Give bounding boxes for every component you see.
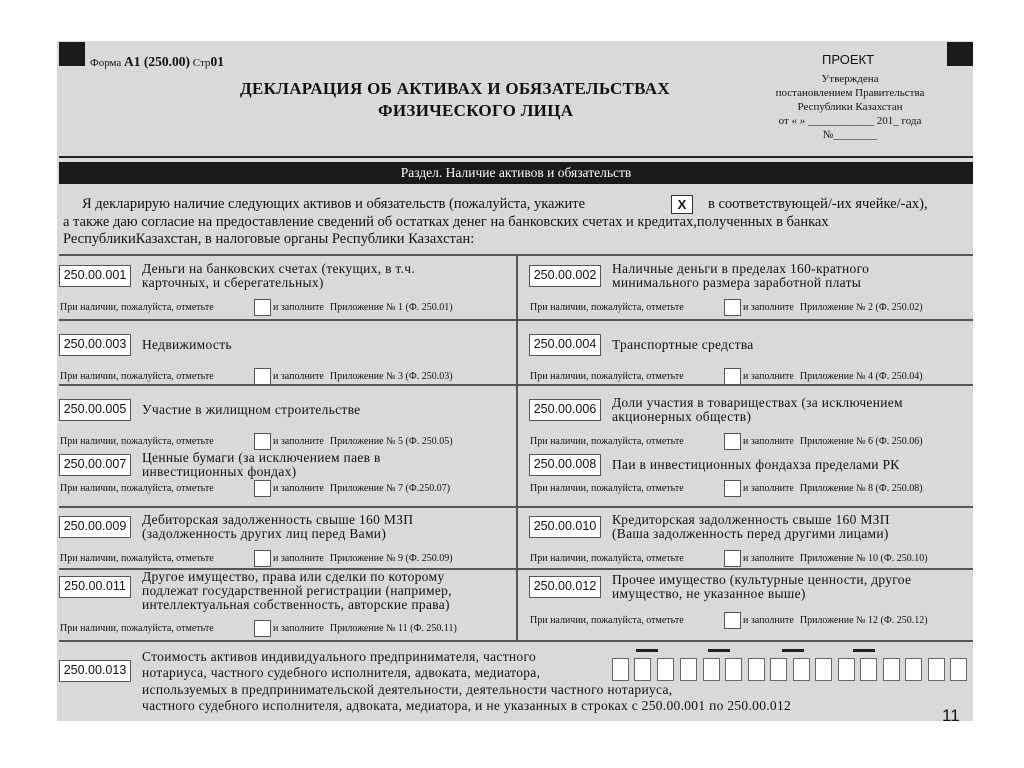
item-note-fill-label: и заполните [273, 553, 324, 564]
item-note-fill-label: и заполните [743, 615, 794, 626]
item-code-008: 250.00.008 [529, 454, 601, 476]
item-appendix-ref: Приложение № 8 (Ф. 250.08) [799, 483, 923, 494]
doc-title-line2: ФИЗИЧЕСКОГО ЛИЦА [378, 101, 574, 120]
item-label-001-line2: карточных, и сберегательных) [142, 275, 324, 290]
item-checkbox-004[interactable] [724, 368, 741, 385]
value-digit-box[interactable] [905, 658, 922, 681]
item-note-fill-label: и заполните [743, 553, 794, 564]
item-label-011-line2: подлежат государственной регистрации (например, [142, 583, 452, 598]
item13-label-line1: Стоимость активов индивидуального предпринимателя, частного [142, 649, 537, 664]
form-prefix: Форма [90, 57, 122, 69]
item13-label-line2: нотариуса, частного судебного исполнителя, адвоката, медиатора, [142, 665, 541, 680]
item-label-003-line1: Недвижимость [142, 337, 232, 352]
item-code-011: 250.00.011 [59, 576, 131, 598]
value-digit-box[interactable] [657, 658, 674, 681]
item-appendix-ref: Приложение № 7 (Ф.250.07) [329, 483, 451, 494]
item-appendix-ref: Приложение № 9 (Ф. 250.09) [329, 553, 453, 564]
item-note-fill-009 [273, 553, 453, 564]
item-appendix-ref: Приложение № 5 (Ф. 250.05) [329, 436, 453, 447]
digit-group-separator [636, 649, 658, 652]
item-code-006: 250.00.006 [529, 399, 601, 421]
item-note-fill-004 [743, 371, 923, 382]
item-checkbox-005[interactable] [254, 433, 271, 450]
item-checkbox-006[interactable] [724, 433, 741, 450]
item-label-004-line1: Транспортные средства [612, 337, 754, 352]
value-digit-box[interactable] [793, 658, 810, 681]
intro-mark-box [671, 195, 693, 214]
intro-line3: РеспубликиКазахстан, в налоговые органы Республики Казахстан: [63, 231, 475, 247]
item-checkbox-002[interactable] [724, 299, 741, 316]
page-num: 01 [210, 54, 224, 69]
item-note-prefix-007: При наличии, пожалуйста, отметьте [60, 483, 214, 494]
value-digit-box[interactable] [634, 658, 651, 681]
item-note-prefix-006: При наличии, пожалуйста, отметьте [530, 436, 684, 447]
item-label-008-line1: Паи в инвестиционных фондахза пределами РК [612, 457, 900, 472]
item-checkbox-001[interactable] [254, 299, 271, 316]
item-note-fill-label: и заполните [743, 371, 794, 382]
item-code-010: 250.00.010 [529, 516, 601, 538]
item-code-003: 250.00.003 [59, 334, 131, 356]
item-code-013: 250.00.013 [59, 660, 131, 682]
item-label-007-line2: инвестиционных фондах) [142, 464, 297, 479]
column-divider [516, 256, 518, 640]
item-appendix-ref: Приложение № 11 (Ф. 250.11) [329, 623, 457, 634]
item-checkbox-003[interactable] [254, 368, 271, 385]
item-label-010-line2: (Ваша задолженность перед другими лицами) [612, 526, 889, 541]
value-digit-box[interactable] [928, 658, 945, 681]
item-checkbox-009[interactable] [254, 550, 271, 567]
value-digit-box[interactable] [703, 658, 720, 681]
item-note-prefix-012: При наличии, пожалуйста, отметьте [530, 615, 684, 626]
item-appendix-ref: Приложение № 2 (Ф. 250.02) [799, 302, 923, 313]
item-code-002: 250.00.002 [529, 265, 601, 287]
approval-line2: постановлением Правительства [775, 87, 925, 99]
approval-line5: №________ [822, 129, 878, 141]
digit-group-separator [853, 649, 875, 652]
item-note-fill-006 [743, 436, 923, 447]
form-code-line [90, 54, 224, 70]
item-note-fill-007 [273, 483, 450, 494]
item-label-011-line1: Другое имущество, права или сделки по которому [142, 569, 445, 584]
approval-block [745, 72, 955, 142]
item-note-fill-008 [743, 483, 923, 494]
item-note-prefix-009: При наличии, пожалуйста, отметьте [60, 553, 214, 564]
value-digit-box[interactable] [815, 658, 832, 681]
value-digit-box[interactable] [860, 658, 877, 681]
approval-line4: от « » ____________ 201_ года [778, 115, 922, 127]
item-note-prefix-001: При наличии, пожалуйста, отметьте [60, 302, 214, 313]
item-label-006-line2: акционерных обществ) [612, 409, 752, 424]
item-note-prefix-010: При наличии, пожалуйста, отметьте [530, 553, 684, 564]
page-prefix: Стр [192, 57, 211, 69]
item-note-fill-002 [743, 302, 923, 313]
item-code-001: 250.00.001 [59, 265, 131, 287]
item-note-fill-label: и заполните [743, 302, 794, 313]
item-note-fill-label: и заполните [743, 436, 794, 447]
item-code-012: 250.00.012 [529, 576, 601, 598]
approval-line3: Республики Казахстан [797, 101, 903, 113]
item-note-prefix-004: При наличии, пожалуйста, отметьте [530, 371, 684, 382]
item-note-fill-label: и заполните [743, 483, 794, 494]
item-note-prefix-005: При наличии, пожалуйста, отметьте [60, 436, 214, 447]
intro-mark: X [677, 197, 687, 212]
item-appendix-ref: Приложение № 6 (Ф. 250.06) [799, 436, 923, 447]
item-label-002-line2: минимального размера заработной платы [612, 275, 862, 290]
item-appendix-ref: Приложение № 10 (Ф. 250.10) [799, 553, 928, 564]
item13-label-line3: используемых в предпринимательской деятельности, деятельности частного нотариуса, [142, 682, 673, 697]
value-digit-box[interactable] [838, 658, 855, 681]
item-checkbox-012[interactable] [724, 612, 741, 629]
item-note-fill-003 [273, 371, 453, 382]
item-label-011-line3: интеллектуальная собственность, авторские права) [142, 597, 450, 612]
row-rule-6 [59, 640, 973, 642]
item-note-fill-001 [273, 302, 453, 313]
value-digit-box[interactable] [725, 658, 742, 681]
item-appendix-ref: Приложение № 4 (Ф. 250.04) [799, 371, 923, 382]
digit-group-separator [782, 649, 804, 652]
value-digit-box[interactable] [883, 658, 900, 681]
item-note-fill-010 [743, 553, 928, 564]
intro-line1-before: Я декларирую наличие следующих активов и обязательств (пожалуйста, укажите [82, 196, 586, 212]
digit-group-separator [708, 649, 730, 652]
item-code-009: 250.00.009 [59, 516, 131, 538]
item-label-009-line1: Дебиторская задолженность свыше 160 МЗП [142, 512, 414, 527]
draft-label: ПРОЕКТ [822, 52, 875, 67]
corner-marker-right [947, 42, 973, 66]
item-code-007: 250.00.007 [59, 454, 131, 476]
item-label-009-line2: (задолженность других лиц перед Вами) [142, 526, 387, 541]
item-checkbox-008[interactable] [724, 480, 741, 497]
item-label-012-line2: имущество, не указанное выше) [612, 586, 806, 601]
section-header [59, 162, 973, 184]
item-label-002-line1: Наличные деньги в пределах 160-кратного [612, 261, 870, 276]
page-number: 11 [942, 706, 960, 725]
item-note-prefix-003: При наличии, пожалуйста, отметьте [60, 371, 214, 382]
value-digit-box[interactable] [612, 658, 629, 681]
item-appendix-ref: Приложение № 3 (Ф. 250.03) [329, 371, 453, 382]
doc-title-line1: ДЕКЛАРАЦИЯ ОБ АКТИВАХ И ОБЯЗАТЕЛЬСТВАХ [240, 79, 670, 98]
value-digit-box[interactable] [748, 658, 765, 681]
item-note-fill-label: и заполните [273, 483, 324, 494]
item-label-012-line1: Прочее имущество (культурные ценности, другое [612, 572, 912, 587]
item-label-007-line1: Ценные бумаги (за исключением паев в [142, 450, 381, 465]
item-appendix-ref: Приложение № 12 (Ф. 250.12) [799, 615, 928, 626]
intro-line1-after: в соответствующей/-их ячейке/-ах), [708, 196, 928, 212]
item-note-prefix-008: При наличии, пожалуйста, отметьте [530, 483, 684, 494]
section-top-rule [59, 156, 973, 158]
item13-label-line4: частного судебного исполнителя, адвоката, медиатора, и не указанных в строках с 250.00.001 по 250.00.012 [142, 698, 792, 713]
value-digit-box[interactable] [770, 658, 787, 681]
item-code-005: 250.00.005 [59, 399, 131, 421]
section-title: Раздел. Наличие активов и обязательств [400, 165, 632, 180]
item-note-prefix-002: При наличии, пожалуйста, отметьте [530, 302, 684, 313]
value-digit-box[interactable] [680, 658, 697, 681]
item-code-004: 250.00.004 [529, 334, 601, 356]
form-code: А1 (250.00) [124, 54, 191, 69]
item-note-fill-label: и заполните [273, 623, 324, 634]
intro-line2: а также даю согласие на предоставление сведений об остатках денег на банковских счетах и кредитах,полученных в банках [63, 214, 829, 230]
item-checkbox-011[interactable] [254, 620, 271, 637]
item-note-fill-label: и заполните [273, 302, 324, 313]
item-appendix-ref: Приложение № 1 (Ф. 250.01) [329, 302, 453, 313]
item-note-fill-label: и заполните [273, 371, 324, 382]
item-label-001-line1: Деньги на банковских счетах (текущих, в т.ч. [142, 261, 416, 276]
item-label-010-line1: Кредиторская задолженность свыше 160 МЗП [612, 512, 890, 527]
item-label-005-line1: Участие в жилищном строительстве [142, 402, 361, 417]
item-note-fill-label: и заполните [273, 436, 324, 447]
corner-marker-left [59, 42, 85, 66]
item-note-prefix-011: При наличии, пожалуйста, отметьте [60, 623, 214, 634]
item-label-006-line1: Доли участия в товариществах (за исключением [612, 395, 903, 410]
item-note-fill-005 [273, 436, 453, 447]
item-note-fill-011 [273, 623, 457, 634]
item-note-fill-012 [743, 615, 928, 626]
item-checkbox-007[interactable] [254, 480, 271, 497]
item-checkbox-010[interactable] [724, 550, 741, 567]
value-digit-box[interactable] [950, 658, 967, 681]
approval-line1: Утверждена [821, 73, 879, 85]
